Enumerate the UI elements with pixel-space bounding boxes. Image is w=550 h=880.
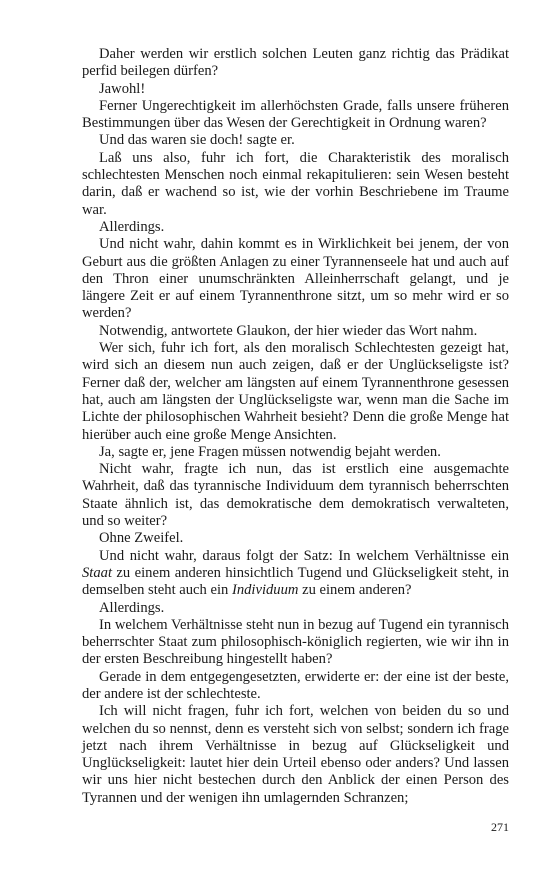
paragraph	[82, 150, 509, 219]
paragraph	[82, 132, 509, 149]
paragraph	[82, 703, 509, 807]
paragraph	[82, 81, 509, 98]
paragraph	[82, 236, 509, 322]
paragraph-text: Gerade in dem entgegengesetzten, erwiderte er: der eine ist der beste, der andere ist der schlechteste.	[82, 668, 509, 702]
paragraph	[82, 530, 509, 547]
paragraph-text: Laß uns also, fuhr ich fort, die Charakteristik des moralisch schlechtesten Menschen noch einmal rekapitulieren: sein Wesen besteht darin, daß er wachend so ist, wie der vorhin Beschriebene im Traume war.	[82, 149, 509, 218]
paragraph-text: zu einem anderen?	[298, 582, 412, 599]
paragraph-text: Allerdings.	[99, 218, 165, 235]
paragraph-text: Notwendig, antwortete Glaukon, der hier wieder das Wort nahm.	[99, 322, 478, 339]
paragraph	[82, 600, 509, 617]
paragraph-text: Allerdings.	[99, 599, 165, 616]
paragraph	[82, 444, 509, 461]
paragraph-text: Ferner Ungerechtigkeit im allerhöchsten Grade, falls unsere früheren Bestimmungen über das Wesen der Gerechtigkeit in Ordnung waren?	[82, 97, 509, 132]
paragraph-text: Wer sich, fuhr ich fort, als den moralisch Schlechtesten gezeigt hat, wird sich an diesem nun auch zeigen, daß er der Unglückseligste ist? Ferner daß der, welcher am längsten auf einem Tyrannenthrone gesessen hat, auch am längsten der Unglückseligste war, wenn man die Sache im Lichte der philosophischen Wahrheit besieht? Denn die große Menge hat hierüber auch eine große Menge Ansichten.	[82, 340, 509, 443]
page-number: 271	[491, 820, 509, 834]
paragraph-text: Ja, sagte er, jene Fragen müssen notwendig bejaht werden.	[99, 443, 441, 460]
paragraph-text: Und das waren sie doch! sagte er.	[99, 132, 295, 149]
paragraph	[82, 323, 509, 340]
paragraph-text: Jawohl!	[99, 80, 146, 97]
paragraph-text: Und nicht wahr, dahin kommt es in Wirklichkeit bei jenem, der von Geburt aus die größten Anlagen zu einer Tyrannenseele hat und auch auf den Thron einer unumschränkten Alleinherrschaft gelangt, und je längere Zeit er auf einem Tyrannenthrone sitzt, um so mehr wird er so werden?	[82, 236, 509, 322]
paragraph-text: Ohne Zweifel.	[99, 530, 184, 547]
paragraph	[82, 98, 509, 133]
paragraph-text: In welchem Verhältnisse steht nun in bezug auf Tugend ein tyrannisch beherrschter Staat zum philosophisch-königlich regierten, wie wir ihn in der ersten Beschreibung hingestellt haben?	[82, 616, 509, 668]
paragraph	[82, 669, 509, 704]
emphasized-text: Individuum	[231, 582, 299, 599]
paragraph	[82, 461, 509, 530]
paragraph	[82, 219, 509, 236]
emphasized-text: Staat	[82, 564, 112, 581]
paragraph	[82, 340, 509, 444]
paragraph-text: Und nicht wahr, daraus folgt der Satz: In welchem Verhältnisse ein	[99, 547, 509, 564]
paragraph	[82, 46, 509, 81]
paragraph	[82, 548, 509, 600]
paragraph-text: zu einem anderen hinsichtlich Tugend und Glückseligkeit steht, in demselben steht auch ein	[82, 564, 509, 599]
paragraph	[82, 617, 509, 669]
paragraph-text: Ich will nicht fragen, fuhr ich fort, welchen von beiden du so und welchen du so nennst, denn es versteht sich von selbst; sondern ich frage jetzt nach ihrem Verhältnisse in bezug auf Glückseligkeit und Unglückseligkeit: lautet hier dein Urteil ebenso oder anders? Und lassen wir uns hier nicht bestechen durch den Anblick der einen Person des Tyrannen und der wenigen ihn umlagernden Schranzen;	[82, 703, 509, 806]
paragraph-text: Daher werden wir erstlich solchen Leuten ganz richtig das Prädikat perfid beilegen dürfen?	[82, 46, 509, 80]
paragraph-text: Nicht wahr, fragte ich nun, das ist erstlich eine ausgemachte Wahrheit, daß das tyrannische Individuum dem tyrannisch beherrschten Staate ähnlich ist, das demokratische dem demokratisch verwalteten, und so weiter?	[82, 461, 509, 530]
page-text-block	[82, 46, 509, 807]
